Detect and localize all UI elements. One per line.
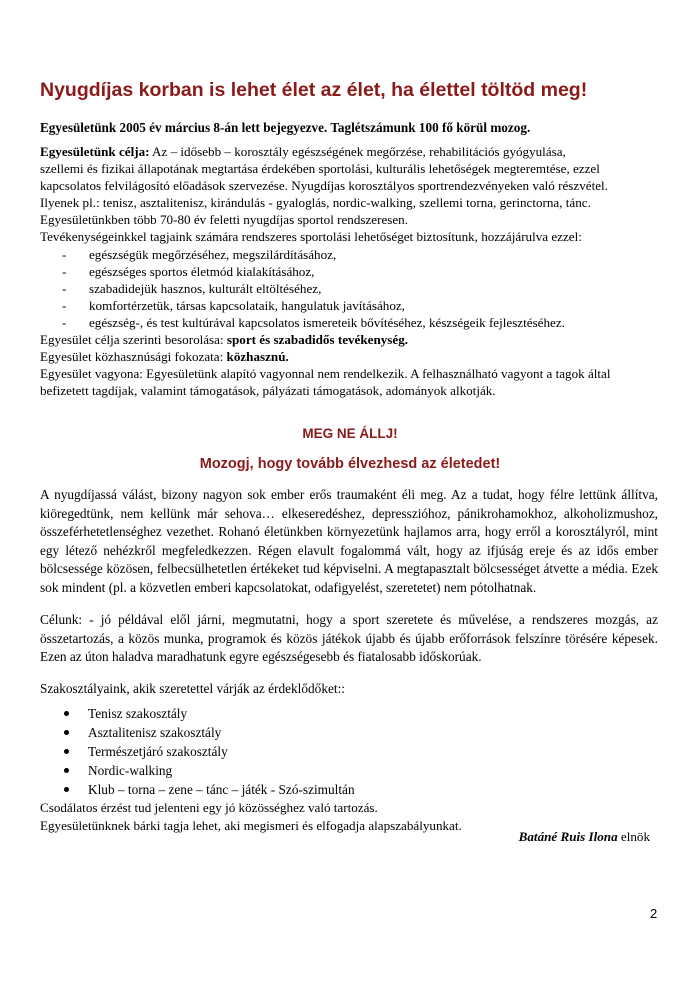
goal-line-1 <box>40 143 668 160</box>
bullet-icon <box>64 711 69 716</box>
bullet-icon <box>64 787 69 792</box>
classification-value: sport és szabadidős tevékenység. <box>226 332 409 348</box>
assets-line-2: befizetett tagdíjak, valamint támogatások, pályázati támogatások, adományok alkotják. <box>40 383 496 399</box>
list-item-text: Klub – torna – zene – tánc – játék - Szó-szimultán <box>88 782 355 797</box>
signature-name: Batáné Ruis Ilona <box>518 829 618 844</box>
sections-list <box>40 704 355 799</box>
list-item <box>40 246 668 263</box>
goal-line-4: Ilyenek pl.: tenisz, asztalitenisz, kirándulás - gyaloglás, nordic-walking, szellemi torna, gerinctorna, tánc. <box>40 195 591 211</box>
goal-line-5: Egyesületünkben több 70-80 év feletti nyugdíjas sportol rendszeresen. <box>40 212 408 228</box>
sections-intro: Szakosztályaink, akik szeretettel várják az érdeklődőket:: <box>40 681 345 696</box>
list-item <box>40 704 355 723</box>
dash-marker: - <box>62 280 67 296</box>
classification-line <box>40 331 668 348</box>
signature <box>519 829 650 845</box>
benefits-list <box>40 246 668 331</box>
public-benefit-value: közhasznú. <box>226 349 289 365</box>
dash-marker: - <box>62 246 67 262</box>
list-item <box>40 723 355 742</box>
closing-line-1: Csodálatos érzést tud jelenteni egy jó közösséghez való tartozás. <box>40 800 378 815</box>
closing-line-2: Egyesületünknek bárki tagja lehet, aki megismeri és elfogadja alapszabályunkat. <box>40 818 462 833</box>
public-benefit-line <box>40 348 668 365</box>
dash-marker: - <box>62 297 67 313</box>
goal-line-3: kapcsolatos felvilágosító előadások szervezése. Nyugdíjas korosztályos sportrendezvényeken való részvétel. <box>40 178 608 194</box>
signature-role: elnök <box>617 829 650 844</box>
list-item-text: Asztalitenisz szakosztály <box>88 725 222 740</box>
list-item-text: egészségük megőrzéséhez, megszilárdításához, <box>89 246 337 262</box>
goal-line-6: Tevékenységeinkkel tagjaink számára rendszeres sportolási lehetőséget biztosítunk, hozzájárulva ezzel: <box>40 229 582 245</box>
dash-marker: - <box>62 314 67 330</box>
paragraph-our-goal: Célunk: - jó példával elől járni, megmutatni, hogy a sport szeretete és művelése, a rendszeres mozgás, az összetartozás, a közös munka, programok és közös játékok újabb és újabb erőforrások felszínre törésére képesek. Ezen az úton haladva maradhatunk egyre egészségesebb és fiatalosabb időskorúak. <box>40 612 658 664</box>
closing-block <box>40 799 462 835</box>
list-item <box>40 780 355 799</box>
list-item-text: Nordic-walking <box>88 763 173 778</box>
list-item-text: komfortérzetük, társas kapcsolataik, hangulatuk javításához, <box>89 297 405 313</box>
classification-label: Egyesület célja szerinti besorolása: <box>40 332 227 348</box>
list-item <box>40 280 668 297</box>
list-item <box>40 297 668 314</box>
page-title: Nyugdíjas korban is lehet élet az élet, ha élettel töltöd meg! <box>40 79 588 101</box>
goal-label: Egyesületünk célja: <box>40 144 150 159</box>
goal-line-2: szellemi és fizikai állapotának megtartása érdekében sportolási, kulturális lehetőségek megteremtése, ezzel <box>40 161 600 177</box>
assets-line-1: Egyesület vagyona: Egyesületünk alapító vagyonnal nem rendelkezik. A felhasználható vagyont a tagok által <box>40 366 611 382</box>
list-item-text: Tenisz szakosztály <box>88 706 188 721</box>
paragraph-retirement: A nyugdíjassá válást, bizony nagyon sok ember erős traumaként éli meg. Az a tudat, hogy félre lettünk állítva, kiöregedtünk, nem kellünk már sehova… elkeseredéshez, depresszióhoz, pánikrohamokhoz, alkoholizmushoz, összeférhetetlenséghez vezethet. Rohanó életünkben környezetünk hajlamos arra, hogy erről a korosztályról, mint egy létező nehézkről megfeledkezzen. Régen elavult fogalommá vált, hogy az ifjúság ereje és az idős ember bölcsessége közösen, felbecsülhetetlen értékeket tud képviselni. A megtapasztalt bölcsességet átvette a média. Ezek sok mindent (pl. a közvetlen emberi kapcsolatokat, odafigyelést, szeretetet) nem pótolhatnak. <box>40 487 658 595</box>
registration-statement: Egyesületünk 2005 év március 8-án lett bejegyezve. Taglétszámunk 100 fő körül mozog. <box>40 120 531 135</box>
list-item <box>40 263 668 280</box>
list-item <box>40 761 355 780</box>
public-benefit-label: Egyesület közhasznúsági fokozata: <box>40 349 227 365</box>
page-number: 2 <box>650 906 658 921</box>
list-item <box>40 314 668 331</box>
list-item-text: egészséges sportos életmód kialakításához, <box>89 263 315 279</box>
dash-marker: - <box>62 263 67 279</box>
list-item-text: egészség-, és test kultúrával kapcsolatos ismereteik bővítéséhez, készségeik fejlesztéséhez. <box>89 314 565 330</box>
list-item-text: Természetjáró szakosztály <box>88 744 228 759</box>
bullet-icon <box>64 730 69 735</box>
section-subheading: Mozogj, hogy tovább élvezhesd az életedet! <box>199 456 501 472</box>
bullet-icon <box>64 749 69 754</box>
goal-text: Az – idősebb – korosztály egészségének megőrzése, rehabilitációs gyógyulása, <box>149 144 566 159</box>
association-goals-block <box>40 143 668 399</box>
list-item <box>40 742 355 761</box>
bullet-icon <box>64 768 69 773</box>
section-heading-dont-stop: MEG NE ÁLLJ! <box>302 426 398 441</box>
list-item-text: szabadidejük hasznos, kulturált eltöltéséhez, <box>89 280 322 296</box>
